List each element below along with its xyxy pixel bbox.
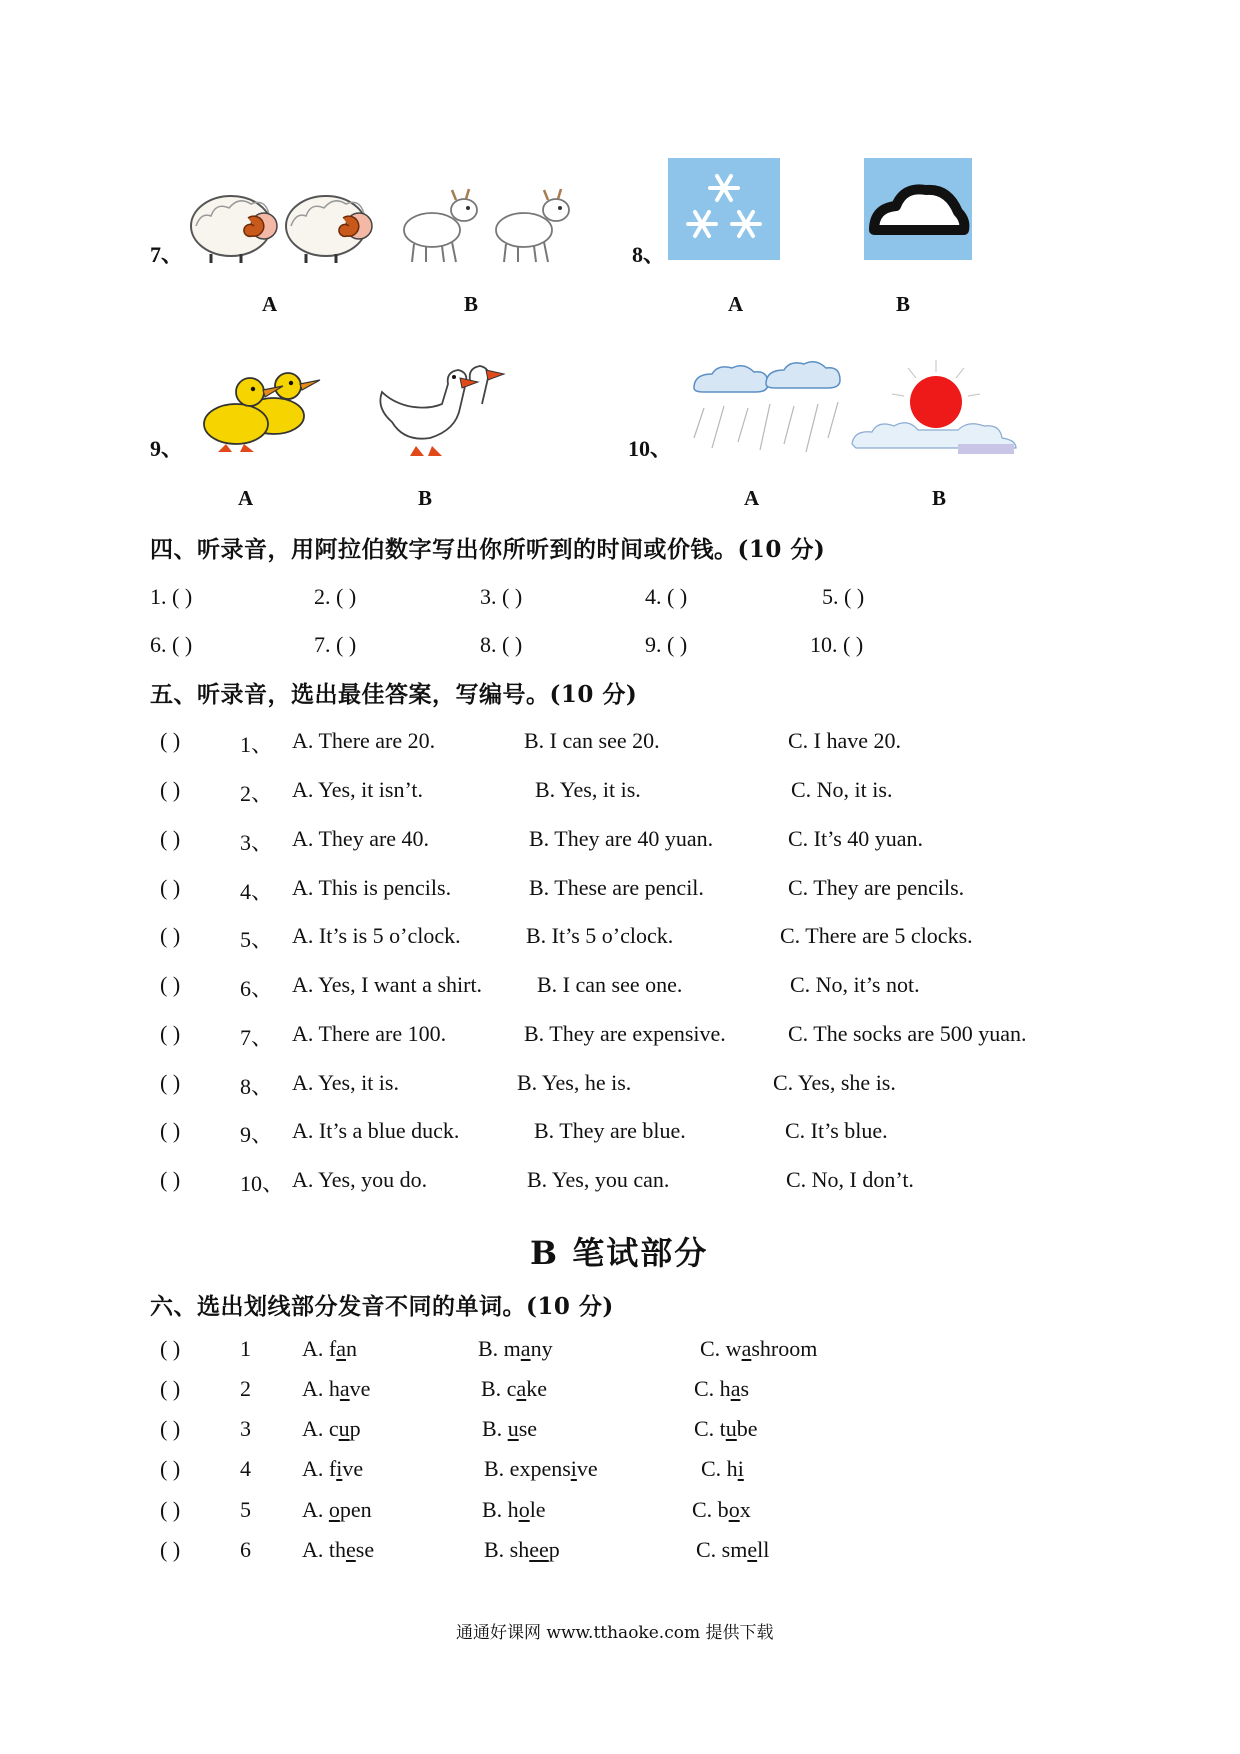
word-part: A. c [302, 1416, 339, 1441]
option-b [484, 1456, 598, 1482]
underlined-letters: o [728, 1497, 740, 1522]
answer-paren[interactable]: ( ) [160, 1118, 181, 1143]
option-a: A. They are 40. [292, 826, 430, 851]
answer-paren[interactable]: ( ) [160, 1021, 181, 1046]
item-7-option-b: B [464, 292, 479, 316]
underlined-letters: a [741, 1336, 752, 1361]
answer-blank[interactable]: 2. ( ) [314, 584, 357, 609]
word-part: be [736, 1416, 758, 1441]
word-part: ve [576, 1456, 598, 1481]
question-number: 8、 [240, 1074, 274, 1099]
option-b: B. They are expensive. [524, 1021, 726, 1046]
section-4-heading: 四、听录音，用阿拉伯数字写出你所听到的时间或价钱。(10 分) [150, 536, 826, 563]
question-number: 4 [240, 1456, 251, 1481]
option-b: B. They are 40 yuan. [529, 826, 714, 851]
option-b: B. I can see one. [537, 972, 683, 997]
answer-paren[interactable]: ( ) [160, 1376, 181, 1401]
question-number: 4、 [240, 879, 274, 904]
item-9-option-a: A [238, 486, 254, 510]
answer-paren[interactable]: ( ) [160, 1537, 181, 1562]
option-a [302, 1456, 363, 1482]
option-b: B. They are blue. [534, 1118, 686, 1143]
option-a: A. Yes, I want a shirt. [292, 972, 483, 997]
option-c: C. Yes, she is. [773, 1070, 896, 1095]
word-part: A. th [302, 1537, 346, 1562]
footer-text: 通通好课网 www.tthaoke.com 提供下载 [456, 1623, 774, 1643]
answer-paren[interactable]: ( ) [160, 728, 181, 753]
option-c: C. It’s 40 yuan. [788, 826, 924, 851]
underlined-letters: o [328, 1497, 340, 1522]
cloud-icon [694, 362, 840, 392]
answer-blank[interactable]: 7. ( ) [314, 632, 357, 657]
cloudy-image [864, 158, 972, 260]
word-part: ll [757, 1537, 770, 1562]
option-c [696, 1537, 769, 1563]
word-part: C. t [694, 1416, 726, 1441]
underlined-letters: a [336, 1336, 346, 1361]
option-b [481, 1376, 547, 1402]
word-part: le [529, 1497, 546, 1522]
answer-paren[interactable]: ( ) [160, 1167, 181, 1192]
option-a: A. Yes, it isn’t. [292, 777, 424, 802]
option-c: C. There are 5 clocks. [780, 923, 973, 948]
item-7-number: 7、 [150, 242, 184, 267]
option-a [302, 1416, 361, 1442]
underlined-letters: a [730, 1376, 741, 1401]
option-c: C. I have 20. [788, 728, 902, 753]
answer-paren[interactable]: ( ) [160, 1456, 181, 1481]
word-part: pen [339, 1497, 372, 1522]
option-b [478, 1336, 553, 1362]
underlined-letters: ee [529, 1537, 549, 1562]
option-a: A. Yes, it is. [292, 1070, 399, 1095]
underlined-letters: a [339, 1376, 350, 1401]
underlined-letters: i [570, 1456, 577, 1481]
item-10-option-a: A [744, 486, 760, 510]
option-c [700, 1336, 817, 1362]
option-b: B. These are pencil. [529, 875, 704, 900]
sheep-image [186, 188, 376, 266]
question-number: 2、 [240, 781, 274, 806]
word-part: ny [530, 1336, 553, 1361]
item-10-number: 10、 [628, 436, 673, 461]
option-a: A. Yes, you do. [292, 1167, 428, 1192]
section-5-heading: 五、听录音，选出最佳答案，写编号。(10 分) [150, 681, 638, 708]
option-c: C. No, I don’t. [786, 1167, 914, 1192]
sun-icon [892, 360, 980, 428]
ducks-image [196, 362, 328, 454]
option-c: C. No, it’s not. [790, 972, 920, 997]
option-c: C. No, it is. [791, 777, 893, 802]
answer-paren[interactable]: ( ) [160, 1336, 181, 1361]
word-part: C. h [694, 1376, 731, 1401]
option-c [694, 1376, 749, 1402]
option-a: A. It’s a blue duck. [292, 1118, 460, 1143]
word-part: p [548, 1537, 560, 1562]
underlined-letters: u [725, 1416, 737, 1441]
option-b: B. Yes, you can. [527, 1167, 670, 1192]
underlined-letters: i [737, 1456, 744, 1481]
question-number: 9、 [240, 1122, 274, 1147]
word-part: se [518, 1416, 538, 1441]
question-number: 10、 [240, 1171, 285, 1196]
word-part: B. m [478, 1336, 521, 1361]
answer-blank[interactable]: 3. ( ) [480, 584, 523, 609]
question-number: 1、 [240, 732, 274, 757]
item-8-number: 8、 [632, 242, 666, 267]
underlined-letters: e [747, 1537, 758, 1562]
underlined-letters: a [516, 1376, 527, 1401]
answer-blank[interactable]: 10. ( ) [810, 632, 864, 657]
part-b-title: B 笔试部分 [530, 1234, 709, 1272]
answer-paren[interactable]: ( ) [160, 1416, 181, 1441]
word-part: ke [526, 1376, 547, 1401]
word-part: A. f [302, 1456, 337, 1481]
answer-paren[interactable]: ( ) [160, 1070, 181, 1095]
answer-paren[interactable]: ( ) [160, 875, 181, 900]
option-a: A. There are 100. [292, 1021, 447, 1046]
option-c [694, 1416, 758, 1442]
question-number: 5 [240, 1497, 251, 1522]
goose-icon [380, 370, 478, 456]
question-number: 1 [240, 1336, 251, 1361]
item-9-option-b: B [418, 486, 433, 510]
goat-icon [496, 189, 569, 262]
sunny-image [848, 358, 1024, 458]
word-part: x [739, 1497, 751, 1522]
question-number: 3 [240, 1416, 251, 1441]
option-b: B. It’s 5 o’clock. [526, 923, 674, 948]
word-part: n [345, 1336, 357, 1361]
option-c: C. The socks are 500 yuan. [788, 1021, 1027, 1046]
question-number: 5、 [240, 927, 274, 952]
answer-blank[interactable]: 9. ( ) [645, 632, 688, 657]
word-part: C. w [700, 1336, 742, 1361]
word-part: A. f [302, 1336, 337, 1361]
answer-paren[interactable]: ( ) [160, 923, 181, 948]
option-a: A. It’s is 5 o’clock. [292, 923, 461, 948]
rain-image [690, 358, 850, 458]
answer-paren[interactable]: ( ) [160, 777, 181, 802]
option-a: A. There are 20. [292, 728, 436, 753]
answer-blank[interactable]: 8. ( ) [480, 632, 523, 657]
question-number: 6、 [240, 976, 274, 1001]
option-a [302, 1336, 357, 1362]
item-7-option-a: A [262, 292, 278, 316]
word-part: ve [342, 1456, 364, 1481]
answer-blank[interactable]: 1. ( ) [150, 584, 193, 609]
goat-image [392, 180, 582, 266]
answer-blank[interactable]: 4. ( ) [645, 584, 688, 609]
word-part: A. h [302, 1376, 340, 1401]
word-part: C. h [701, 1456, 738, 1481]
option-b [482, 1497, 546, 1523]
option-b: B. Yes, he is. [517, 1070, 632, 1095]
underlined-letters: i [336, 1456, 343, 1481]
section-6-heading: 六、选出划线部分发音不同的单词。(10 分) [150, 1293, 614, 1320]
geese-image [372, 364, 508, 458]
question-number: 7、 [240, 1025, 274, 1050]
rain-icon [694, 402, 838, 452]
option-c [701, 1456, 744, 1482]
answer-paren[interactable]: ( ) [160, 1497, 181, 1522]
word-part: A. [302, 1497, 329, 1522]
underlined-letters: a [520, 1336, 531, 1361]
word-part: B. [482, 1416, 508, 1441]
option-c: C. It’s blue. [785, 1118, 888, 1143]
answer-blank[interactable]: 5. ( ) [822, 584, 865, 609]
word-part: C. sm [696, 1537, 748, 1562]
word-part: B. c [481, 1376, 517, 1401]
underlined-letters: o [518, 1497, 530, 1522]
underlined-letters: e [346, 1537, 356, 1562]
word-part: ve [349, 1376, 371, 1401]
word-part: B. h [482, 1497, 519, 1522]
word-part: B. sh [484, 1537, 530, 1562]
item-8-option-a: A [728, 292, 744, 316]
option-c [692, 1497, 751, 1523]
word-part: B. expens [484, 1456, 571, 1481]
option-a [302, 1537, 374, 1563]
option-c: C. They are pencils. [788, 875, 965, 900]
answer-paren[interactable]: ( ) [160, 972, 181, 997]
answer-blank[interactable]: 6. ( ) [150, 632, 193, 657]
word-part: p [349, 1416, 361, 1441]
goose-icon [470, 366, 504, 404]
question-number: 2 [240, 1376, 251, 1401]
item-10-option-b: B [932, 486, 947, 510]
option-a [302, 1376, 370, 1402]
sheep-icon [191, 196, 277, 263]
option-b [484, 1537, 560, 1563]
snow-image [668, 158, 780, 260]
item-9-number: 9、 [150, 436, 184, 461]
option-a [302, 1497, 372, 1523]
option-b: B. Yes, it is. [535, 777, 641, 802]
option-b: B. I can see 20. [524, 728, 660, 753]
item-8-option-b: B [896, 292, 911, 316]
answer-paren[interactable]: ( ) [160, 826, 181, 851]
word-part: shroom [751, 1336, 818, 1361]
sheep-icon [286, 196, 372, 263]
underlined-letters: u [338, 1416, 350, 1441]
word-part: s [740, 1376, 750, 1401]
question-number: 6 [240, 1537, 251, 1562]
word-part: C. b [692, 1497, 729, 1522]
option-b [482, 1416, 537, 1442]
option-a: A. This is pencils. [292, 875, 452, 900]
word-part: se [355, 1537, 375, 1562]
underlined-letters: u [507, 1416, 519, 1441]
goat-icon [404, 189, 477, 262]
question-number: 3、 [240, 830, 274, 855]
